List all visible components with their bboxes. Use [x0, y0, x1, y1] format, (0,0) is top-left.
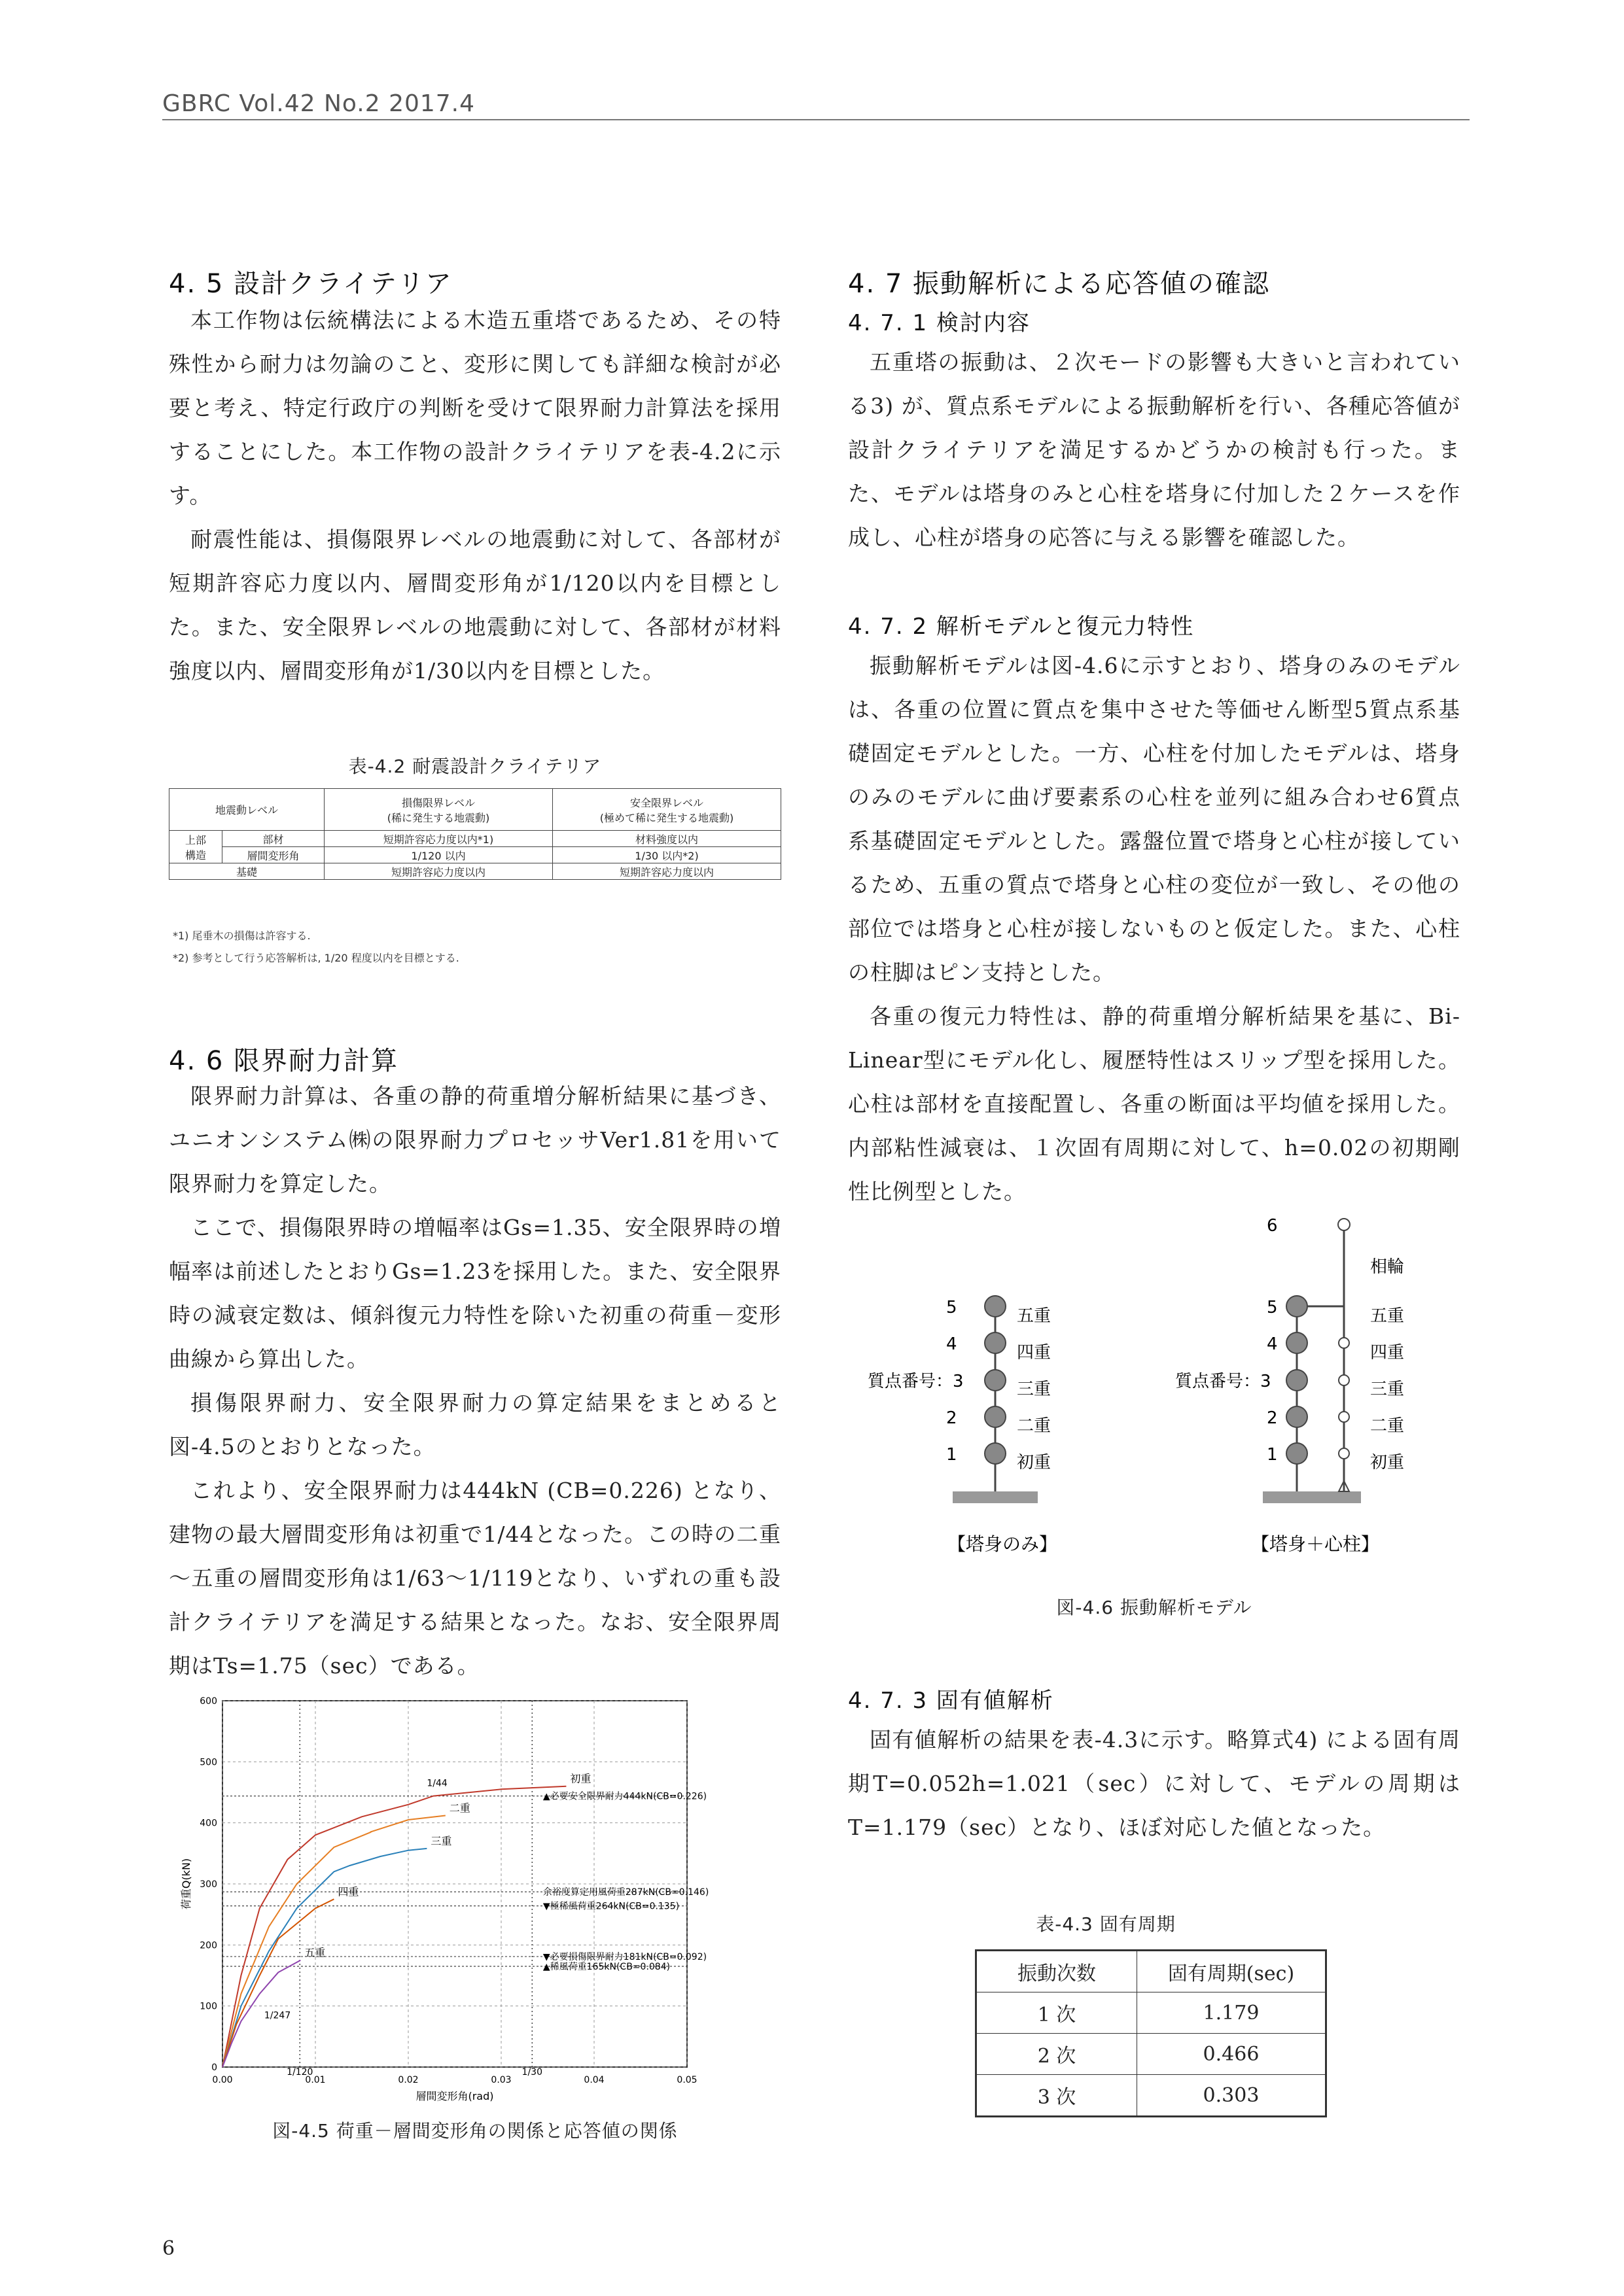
table-cell: 2 次 [976, 2034, 1137, 2075]
table-row [976, 1992, 1326, 2034]
header-line: 損傷限界レベル [401, 796, 475, 809]
table-cell: 基礎 [169, 863, 325, 880]
section-4-7-1-title: 4. 7. 1 検討内容 [848, 310, 1031, 336]
x-tick-label: 0.02 [398, 2075, 419, 2085]
paragraph: 振動解析モデルは図-4.6に示すとおり、塔身のみのモデルは、各重の位置に質点を集中させた等価せん断型5質点系基礎固定モデルとした。一方、心柱を付加したモデルは、塔身のみのモデルに曲げ要素系の心柱を並列に組み合わせ6質点系基礎固定モデルとした。露盤位置で塔身と心柱が接しているため、五重の質点で塔身と心柱の変位が一致し、その他の部位では塔身と心柱が接しないものと仮定した。また、心柱の柱脚はピン支持とした。 [848, 653, 1461, 985]
group-label: 上部 [185, 833, 206, 846]
floor-label: 四重 [1017, 1343, 1051, 1363]
load-drift-chart [177, 1688, 720, 2106]
table-cell: 短期許容応力度以内*1) [325, 831, 553, 847]
section-4-5-body [169, 298, 781, 693]
floor-label: 三重 [1017, 1380, 1051, 1399]
y-tick-label: 600 [200, 1696, 217, 1707]
x-marker-label: 1/120 [287, 2067, 313, 2078]
series-label: 初重 [570, 1772, 591, 1785]
header-line: (稀に発生する地震動) [387, 811, 490, 824]
table-note: *2) 参考として行う応答解析は, 1/20 程度以内を目標とする. [173, 952, 459, 964]
model-b-label: 【塔身＋心柱】 [1251, 1533, 1380, 1555]
mass-number: 2 [946, 1408, 957, 1428]
x-marker-label: 1/30 [521, 2067, 543, 2078]
table-cell: 1/30 以内*2) [553, 847, 781, 863]
spire-label: 相輪 [1370, 1257, 1405, 1277]
mass-3 [985, 1370, 1006, 1391]
journal-header: GBRC Vol.42 No.2 2017.4 [162, 90, 476, 117]
x-tick-label: 0.04 [584, 2075, 605, 2085]
table-cell: 部材 [222, 831, 325, 847]
mass-number: 2 [1267, 1408, 1278, 1428]
floor-label: 四重 [1370, 1343, 1405, 1363]
y-tick-label: 500 [200, 1757, 217, 1768]
mass-5 [985, 1296, 1006, 1317]
mass-2 [985, 1406, 1006, 1427]
y-tick-label: 300 [200, 1879, 217, 1890]
y-axis-label: 荷重Q(kN) [180, 1858, 192, 1910]
table-cell: 1 次 [976, 1992, 1137, 2034]
vibration-model-diagram [848, 1204, 1460, 1570]
table-cell: 0.466 [1137, 2034, 1326, 2075]
series-line [222, 1786, 566, 2067]
series-label: 二重 [449, 1801, 470, 1815]
y-tick-label: 0 [211, 2062, 217, 2073]
mass-number: 4 [1267, 1334, 1278, 1354]
floor-label: 初重 [1370, 1453, 1405, 1472]
table-row [976, 2034, 1326, 2075]
mass-number: 4 [946, 1334, 957, 1354]
mass-number: 5 [1267, 1298, 1278, 1317]
table-4-3 [975, 1949, 1327, 2117]
paragraph: 耐震性能は、損傷限界レベルの地震動に対して、各部材が短期許容応力度以内、層間変形角が1/120以内を目標とした。また、安全限界レベルの地震動に対して、各部材が材料強度以内、層間変形角が1/30以内を目標とした。 [169, 527, 781, 684]
paragraph: 各重の復元力特性は、静的荷重増分解析結果を基に、Bi-Linear型にモデル化し、履歴特性はスリップ型を採用した。心柱は部材を直接配置し、各重の断面は平均値を採用した。内部粘性減衰は、１次固有周期に対して、h=0.02の初期剛性比例型とした。 [848, 1003, 1460, 1204]
floor-label: 五重 [1370, 1306, 1405, 1326]
table-header-cell: 地震動レベル [169, 789, 325, 831]
ground-base [1263, 1491, 1361, 1503]
mass-number: 1 [1267, 1445, 1278, 1465]
y-tick-label: 400 [200, 1818, 217, 1829]
mass-4 [985, 1332, 1006, 1353]
mass-5 [1286, 1296, 1307, 1317]
series-label: 五重 [304, 1946, 326, 1959]
table-row [976, 2075, 1326, 2117]
mass-number: 1 [946, 1445, 957, 1465]
mass-6 [1338, 1219, 1350, 1230]
mass-number-label: 質点番号：3 [868, 1372, 964, 1391]
annotation-label: 1/44 [427, 1778, 448, 1789]
reference-line-label: ▲必要安全限界耐力444kN(CB=0.226) [542, 1791, 707, 1802]
y-tick-label: 200 [200, 1940, 217, 1951]
x-tick-label: 0.03 [491, 2075, 512, 2085]
table-cell: 3 次 [976, 2075, 1137, 2117]
header-line: (極めて稀に発生する地震動) [599, 811, 734, 824]
paragraph: 固有値解析の結果を表-4.3に示す。略算式4) による固有周期T=0.052h=1.021（sec）に対して、モデルの周期はT=1.179（sec）となり、ほぼ対応した値となった。 [848, 1727, 1460, 1840]
paragraph: 五重塔の振動は、２次モードの影響も大きいと言われている3) が、質点系モデルによる振動解析を行い、各種応答値が設計クライテリアを満足するかどうかの検討も行った。また、モデルは塔身のみと心柱を塔身に付加した２ケースを作成し、心柱が塔身の応答に与える影響を確認した。 [848, 349, 1460, 550]
table-4-2 [169, 788, 781, 880]
section-4-7-2-title: 4. 7. 2 解析モデルと復元力特性 [848, 614, 1195, 640]
section-4-6-title: 4. 6 限界耐力計算 [169, 1046, 399, 1076]
model-tower-with-pillar [1175, 1216, 1404, 1555]
paragraph: これより、安全限界耐力は444kN (CB=0.226) となり、建物の最大層間変形角は初重で1/44となった。この時の二重～五重の層間変形角は1/63～1/119となり、いずれの重も設計クライテリアを満足する結果となった。なお、安全限界周期はTs=1.75（sec）である。 [169, 1478, 781, 1679]
y-tick-label: 100 [200, 2001, 217, 2012]
pillar-node [1339, 1412, 1349, 1422]
table-4-3-caption: 表-4.3 固有周期 [1036, 1913, 1176, 1935]
table-cell: 1.179 [1137, 1992, 1326, 2034]
section-4-7-title: 4. 7 振動解析による応答値の確認 [848, 269, 1271, 299]
figure-4-6-caption: 図-4.6 振動解析モデル [1056, 1597, 1252, 1618]
model-a-label: 【塔身のみ】 [947, 1533, 1058, 1555]
table-cell: 短期許容応力度以内 [325, 863, 553, 880]
section-4-7-2-body [848, 644, 1460, 1213]
mass-1 [1286, 1443, 1307, 1464]
table-cell: 短期許容応力度以内 [553, 863, 781, 880]
figure-4-5-caption: 図-4.5 荷重－層間変形角の関係と応答値の関係 [272, 2120, 678, 2142]
table-note: *1) 尾垂木の損傷は許容する. [173, 930, 311, 942]
mass-number-label: 質点番号：3 [1175, 1372, 1271, 1391]
page-number: 6 [162, 2237, 175, 2260]
reference-line-label: ▲稀風荷重165kN(CB=0.084) [542, 1962, 671, 1972]
series-label: 三重 [431, 1834, 452, 1847]
mass-1 [985, 1443, 1006, 1464]
floor-label: 五重 [1017, 1306, 1051, 1326]
reference-line-label: ▼極稀風荷重264kN(CB=0.135) [542, 1901, 680, 1912]
group-label: 構造 [185, 848, 206, 861]
header-rule [162, 119, 1470, 120]
mass-4 [1286, 1332, 1307, 1353]
group-cell [169, 831, 222, 863]
series-label: 四重 [338, 1885, 359, 1898]
mass-3 [1286, 1370, 1307, 1391]
paragraph: ここで、損傷限界時の増幅率はGs=1.35、安全限界時の増幅率は前述したとおりGs=1.23を採用した。また、安全限界時の減衰定数は、傾斜復元力特性を除いた初重の荷重－変形曲線から算出した。 [169, 1215, 781, 1372]
table-header-cell: 固有周期(sec) [1137, 1951, 1326, 1992]
pillar-node [1339, 1375, 1349, 1385]
floor-label: 二重 [1370, 1416, 1405, 1436]
section-4-6-body [169, 1074, 781, 1688]
section-4-7-3-title: 4. 7. 3 固有値解析 [848, 1688, 1054, 1714]
header-line: 安全限界レベル [629, 796, 703, 809]
x-tick-label: 0.05 [677, 2075, 697, 2085]
reference-line-label: 余裕度算定用風荷重287kN(CB=0.146) [542, 1887, 709, 1898]
floor-label: 三重 [1370, 1380, 1405, 1399]
reference-line-label: ▼必要損傷限界耐力181kN(CB=0.092) [542, 1952, 707, 1963]
ground-base [953, 1491, 1038, 1503]
table-cell: 1/120 以内 [325, 847, 553, 863]
annotation-label: 1/247 [264, 2010, 291, 2021]
paragraph: 損傷限界耐力、安全限界耐力の算定結果をまとめると図-4.5のとおりとなった。 [169, 1390, 781, 1459]
table-4-2-caption: 表-4.2 耐震設計クライテリア [348, 756, 602, 777]
paragraph: 本工作物は伝統構法による木造五重塔であるため、その特殊性から耐力は勿論のこと、変形に関しても詳細な検討が必要と考え、特定行政庁の判断を受けて限界耐力計算法を採用することにした。本工作物の設計クライテリアを表-4.2に示す。 [169, 307, 782, 508]
mass-number: 5 [946, 1298, 957, 1317]
table-header-cell [325, 789, 553, 831]
floor-label: 二重 [1017, 1416, 1051, 1436]
x-tick-label: 0.01 [305, 2075, 326, 2085]
table-header-cell: 振動次数 [976, 1951, 1137, 1992]
section-4-5-title: 4. 5 設計クライテリア [169, 269, 453, 299]
x-tick-label: 0.00 [212, 2075, 233, 2085]
mass-2 [1286, 1406, 1307, 1427]
series-line [222, 1816, 446, 2068]
mass-number: 6 [1267, 1216, 1278, 1236]
floor-label: 初重 [1017, 1453, 1051, 1472]
model-tower-only [868, 1295, 1057, 1555]
paragraph: 限界耐力計算は、各重の静的荷重増分解析結果に基づき、ユニオンシステム㈱の限界耐力プロセッサVer1.81を用いて限界耐力を算定した。 [169, 1083, 781, 1196]
x-axis-label: 層間変形角(rad) [415, 2090, 494, 2102]
table-cell: 層間変形角 [222, 847, 325, 863]
table-cell: 0.303 [1137, 2075, 1326, 2117]
pillar-node [1339, 1338, 1349, 1348]
section-4-7-1-body [848, 340, 1460, 559]
table-cell: 材料強度以内 [553, 831, 781, 847]
table-header-cell [553, 789, 781, 831]
pillar-node [1339, 1448, 1349, 1459]
section-4-7-3-body [848, 1718, 1460, 1849]
